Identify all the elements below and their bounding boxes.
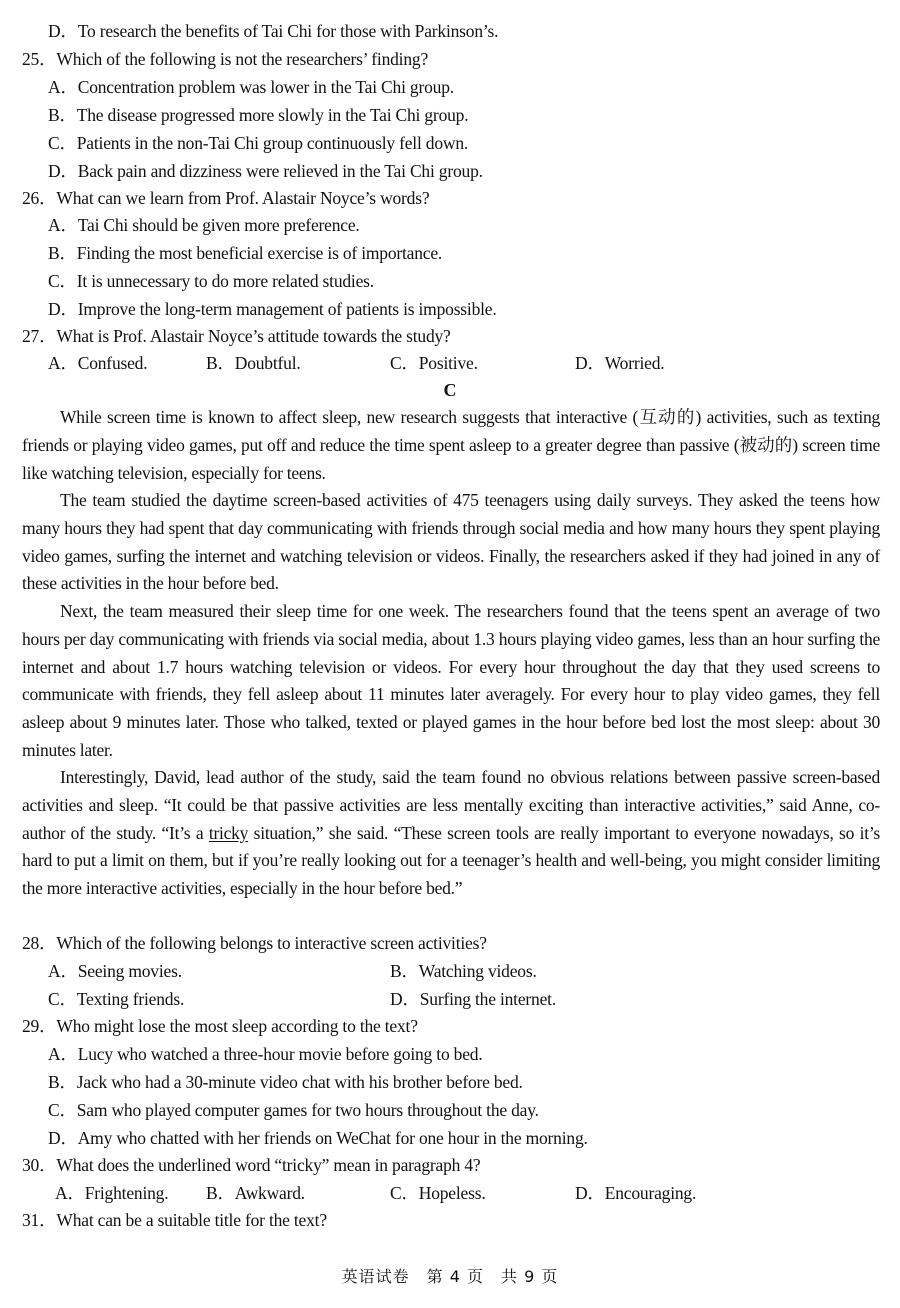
- q28-option-b: B．Watching videos.: [390, 961, 537, 981]
- q27-option-b: B．Doubtful.: [206, 353, 301, 373]
- q25-option-c: C．Patients in the non-Tai Chi group continuously fell down.: [48, 133, 469, 153]
- q26-stem: 26．What can we learn from Prof. Alastair Noyce’s words?: [22, 188, 430, 208]
- q26-option-d: D．Improve the long-term management of patients is impossible.: [48, 299, 497, 319]
- q25-option-a: A．Concentration problem was lower in the Tai Chi group.: [48, 77, 454, 97]
- paragraph-4-text-before: Interestingly, David, lead author of the study, said the team found no obvious relations between passive screen-based activities and sleep. “It could be that passive activities are less mentally exciting than interactive activities,” said Anne, co-author of the study. “It’s a: [22, 767, 880, 843]
- q30-stem: 30．What does the underlined word “tricky” mean in paragraph 4?: [22, 1155, 481, 1175]
- q26-option-c: C．It is unnecessary to do more related studies.: [48, 271, 374, 291]
- q29-option-d: D．Amy who chatted with her friends on WeChat for one hour in the morning.: [48, 1128, 588, 1148]
- passage-paragraph-4: [22, 764, 880, 903]
- q27-stem: 27．What is Prof. Alastair Noyce’s attitude towards the study?: [22, 326, 451, 346]
- q26-option-a: A．Tai Chi should be given more preference.: [48, 215, 360, 235]
- q29-option-c: C．Sam who played computer games for two hours throughout the day.: [48, 1100, 539, 1120]
- q29-option-a: A．Lucy who watched a three-hour movie before going to bed.: [48, 1044, 483, 1064]
- q30-option-c: C．Hopeless.: [390, 1183, 486, 1203]
- underlined-word-tricky: tricky: [208, 822, 249, 843]
- q28-option-a: A．Seeing movies.: [48, 961, 182, 981]
- q24-option-d: D．To research the benefits of Tai Chi for those with Parkinson’s.: [48, 21, 499, 41]
- q29-option-b: B．Jack who had a 30-minute video chat with his brother before bed.: [48, 1072, 523, 1092]
- q28-option-d: D．Surfing the internet.: [390, 989, 556, 1009]
- q25-option-b: B．The disease progressed more slowly in the Tai Chi group.: [48, 105, 469, 125]
- q30-option-d: D．Encouraging.: [575, 1183, 697, 1203]
- q31-stem: 31．What can be a suitable title for the text?: [22, 1210, 327, 1230]
- q25-stem: 25．Which of the following is not the researchers’ finding?: [22, 49, 429, 69]
- q27-option-a: A．Confused.: [48, 353, 148, 373]
- q30-option-a: A．Frightening.: [55, 1183, 169, 1203]
- passage-paragraph-1: While screen time is known to affect sleep, new research suggests that interactive (互动的) activities, such as texting friends or playing video games, put off and reduce the time spent asleep to a greater degree than passive (被动的) screen time like watching television, especially for teens.: [22, 407, 880, 483]
- q25-option-d: D．Back pain and dizziness were relieved in the Tai Chi group.: [48, 161, 483, 181]
- section-c-title: C: [443, 380, 457, 400]
- paragraph-4-text-after: situation,” she said. “These screen tools are really important to everyone nowadays, so it’s hard to put a limit on them, but if you’re really looking out for a teenager’s health and well-being, you might consider limiting the more interactive activities, especially in the hour before bed.”: [22, 822, 880, 899]
- q26-option-b: B．Finding the most beneficial exercise is of importance.: [48, 243, 443, 263]
- q27-option-c: C．Positive.: [390, 353, 478, 373]
- q28-stem: 28．Which of the following belongs to interactive screen activities?: [22, 933, 487, 953]
- q29-stem: 29．Who might lose the most sleep according to the text?: [22, 1016, 418, 1036]
- passage-paragraph-2: The team studied the daytime screen-based activities of 475 teenagers using daily surveys. They asked the teens how many hours they had spent that day communicating with friends through social media and how many hours they spent playing video games, surfing the internet and watching television or videos. Finally, the researchers asked if they had joined in any of these activities in the hour before bed.: [22, 490, 880, 594]
- passage-paragraph-3: Next, the team measured their sleep time for one week. The researchers found that the teens spent an average of two hours per day communicating with friends via social media, about 1.3 hours playing video games, less than an hour surfing the internet and about 1.7 hours watching television or videos. For every hour throughout the day that they used screens to communicate with friends, they fell asleep about 11 minutes later averagely. For every hour to play video games, they fell asleep about 9 minutes later. Those who talked, texted or played games in the hour before bed lost the most sleep: about 30 minutes later.: [22, 601, 880, 760]
- page-footer: 英语试卷 第 4 页 共 9 页: [341, 1267, 559, 1286]
- q30-option-b: B．Awkward.: [206, 1183, 305, 1203]
- q28-option-c: C．Texting friends.: [48, 989, 185, 1009]
- q27-option-d: D．Worried.: [575, 353, 665, 373]
